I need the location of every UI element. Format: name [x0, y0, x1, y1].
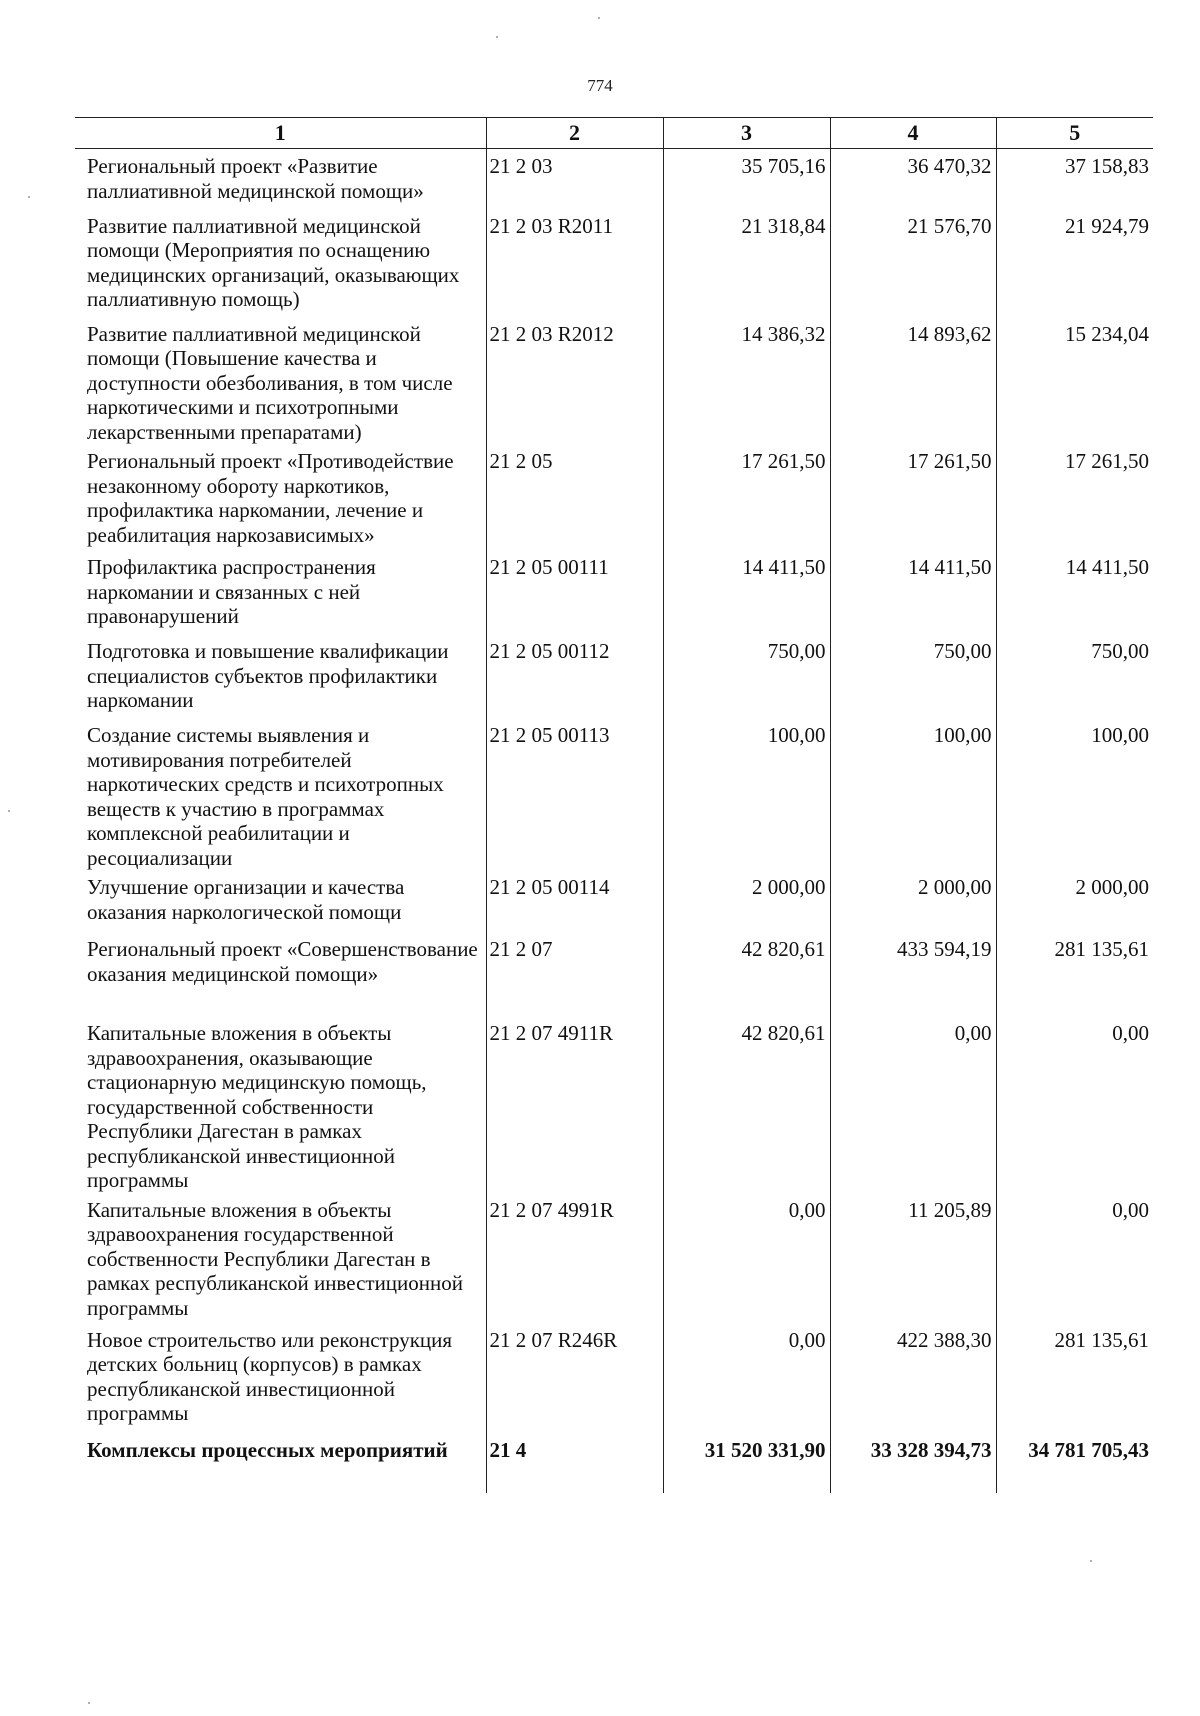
header-col-3: 3	[663, 118, 830, 149]
row-value-col5: 0,00	[996, 1193, 1153, 1323]
table-row	[75, 317, 1153, 445]
row-value-col3: 35 705,16	[663, 149, 830, 209]
row-name: Создание системы выявления и мотивирования потребителей наркотических средств и психотропных веществ к участию в программах комплексной реабилитации и ресоциализации	[87, 723, 444, 870]
row-name: Подготовка и повышение квалификации специалистов субъектов профилактики наркомании	[87, 639, 449, 712]
row-value-col5: 17 261,50	[996, 444, 1153, 550]
row-value-col3: 750,00	[663, 634, 830, 718]
row-name: Региональный проект «Противодействие незаконному обороту наркотиков, профилактика наркомании, лечение и реабилитация наркозависимых»	[87, 449, 454, 547]
row-value-col5: 0,00	[996, 1016, 1153, 1193]
row-name: Региональный проект «Совершенствование оказания медицинской помощи»	[87, 937, 478, 986]
row-code: 21 2 07 4991R	[486, 1193, 663, 1323]
row-name: Новое строительство или реконструкция детских больниц (корпусов) в рамках республиканской инвестиционной программы	[87, 1327, 453, 1425]
row-value-col3: 2 000,00	[663, 870, 830, 932]
row-value-col5: 34 781 705,43	[996, 1433, 1153, 1493]
row-value-col3: 42 820,61	[663, 932, 830, 1016]
table-row	[75, 1323, 1153, 1433]
row-name: Улучшение организации и качества оказания наркологической помощи	[87, 875, 405, 924]
row-value-col3: 100,00	[663, 718, 830, 870]
row-code: 21 4	[486, 1433, 663, 1493]
row-name: Профилактика распространения наркомании и связанных с ней правонарушений	[87, 555, 376, 628]
table-header	[75, 118, 1153, 149]
row-value-col5: 14 411,50	[996, 550, 1153, 634]
row-value-col5: 21 924,79	[996, 209, 1153, 317]
row-value-col4: 422 388,30	[830, 1323, 996, 1433]
table-row	[75, 1433, 1153, 1493]
table-row	[75, 209, 1153, 317]
row-value-col3: 14 386,32	[663, 317, 830, 445]
row-value-col3: 0,00	[663, 1193, 830, 1323]
header-col-1: 1	[75, 118, 486, 149]
row-value-col3: 31 520 331,90	[663, 1433, 830, 1493]
row-value-col4: 21 576,70	[830, 209, 996, 317]
row-value-col4: 11 205,89	[830, 1193, 996, 1323]
table-row	[75, 444, 1153, 550]
page-number: 774	[587, 76, 613, 95]
table-row	[75, 870, 1153, 932]
row-value-col4: 100,00	[830, 718, 996, 870]
row-code: 21 2 05	[486, 444, 663, 550]
header-col-4: 4	[830, 118, 996, 149]
scan-speck	[598, 17, 600, 19]
row-name: Капитальные вложения в объекты здравоохранения, оказывающие стационарную медицинскую помощь, государственной собственности Республики Дагестан в рамках республиканской инвестиционной программы	[87, 1021, 427, 1192]
row-value-col4: 750,00	[830, 634, 996, 718]
row-code: 21 2 07	[486, 932, 663, 1016]
row-value-col5: 281 135,61	[996, 932, 1153, 1016]
header-row	[75, 118, 1153, 149]
row-code: 21 2 07 R246R	[486, 1323, 663, 1433]
scan-speck	[88, 1702, 90, 1704]
row-value-col3: 21 318,84	[663, 209, 830, 317]
table-body	[75, 149, 1153, 1493]
scan-speck	[496, 36, 498, 38]
table-row	[75, 1193, 1153, 1323]
row-value-col4: 14 893,62	[830, 317, 996, 445]
table-row	[75, 1016, 1153, 1193]
row-value-col5: 15 234,04	[996, 317, 1153, 445]
table-row	[75, 718, 1153, 870]
row-code: 21 2 05 00114	[486, 870, 663, 932]
table-row	[75, 550, 1153, 634]
row-name: Капитальные вложения в объекты здравоохранения государственной собственности Республики Дагестан в рамках республиканской инвестиционной программы	[87, 1197, 464, 1320]
row-name: Развитие паллиативной медицинской помощи (Повышение качества и доступности обезболивания, в том числе наркотическими и психотропными лекарственными препаратами)	[87, 321, 453, 444]
table-row	[75, 634, 1153, 718]
header-col-5: 5	[996, 118, 1153, 149]
row-value-col4: 36 470,32	[830, 149, 996, 209]
row-code: 21 2 03	[486, 149, 663, 209]
row-value-col5: 750,00	[996, 634, 1153, 718]
scan-speck	[28, 196, 30, 198]
row-value-col4: 2 000,00	[830, 870, 996, 932]
row-code: 21 2 05 00113	[486, 718, 663, 870]
row-value-col3: 17 261,50	[663, 444, 830, 550]
row-value-col5: 37 158,83	[996, 149, 1153, 209]
row-value-col5: 281 135,61	[996, 1323, 1153, 1433]
row-value-col4: 14 411,50	[830, 550, 996, 634]
row-value-col3: 0,00	[663, 1323, 830, 1433]
scan-speck	[8, 810, 10, 812]
table-row	[75, 149, 1153, 209]
row-value-col4: 0,00	[830, 1016, 996, 1193]
budget-table	[75, 117, 1153, 1493]
row-value-col5: 2 000,00	[996, 870, 1153, 932]
row-name: Комплексы процессных мероприятий	[87, 1437, 448, 1462]
row-value-col3: 42 820,61	[663, 1016, 830, 1193]
row-name: Развитие паллиативной медицинской помощи (Мероприятия по оснащению медицинских организаций, оказывающих паллиативную помощь)	[87, 213, 460, 311]
row-code: 21 2 05 00111	[486, 550, 663, 634]
row-code: 21 2 03 R2011	[486, 209, 663, 317]
row-value-col3: 14 411,50	[663, 550, 830, 634]
row-code: 21 2 03 R2012	[486, 317, 663, 445]
scan-speck	[1090, 1560, 1092, 1562]
table-row	[75, 932, 1153, 1016]
row-value-col5: 100,00	[996, 718, 1153, 870]
row-name: Региональный проект «Развитие паллиативной медицинской помощи»	[87, 154, 424, 203]
row-value-col4: 17 261,50	[830, 444, 996, 550]
row-value-col4: 433 594,19	[830, 932, 996, 1016]
row-value-col4: 33 328 394,73	[830, 1433, 996, 1493]
row-code: 21 2 05 00112	[486, 634, 663, 718]
row-code: 21 2 07 4911R	[486, 1016, 663, 1193]
header-col-2: 2	[486, 118, 663, 149]
